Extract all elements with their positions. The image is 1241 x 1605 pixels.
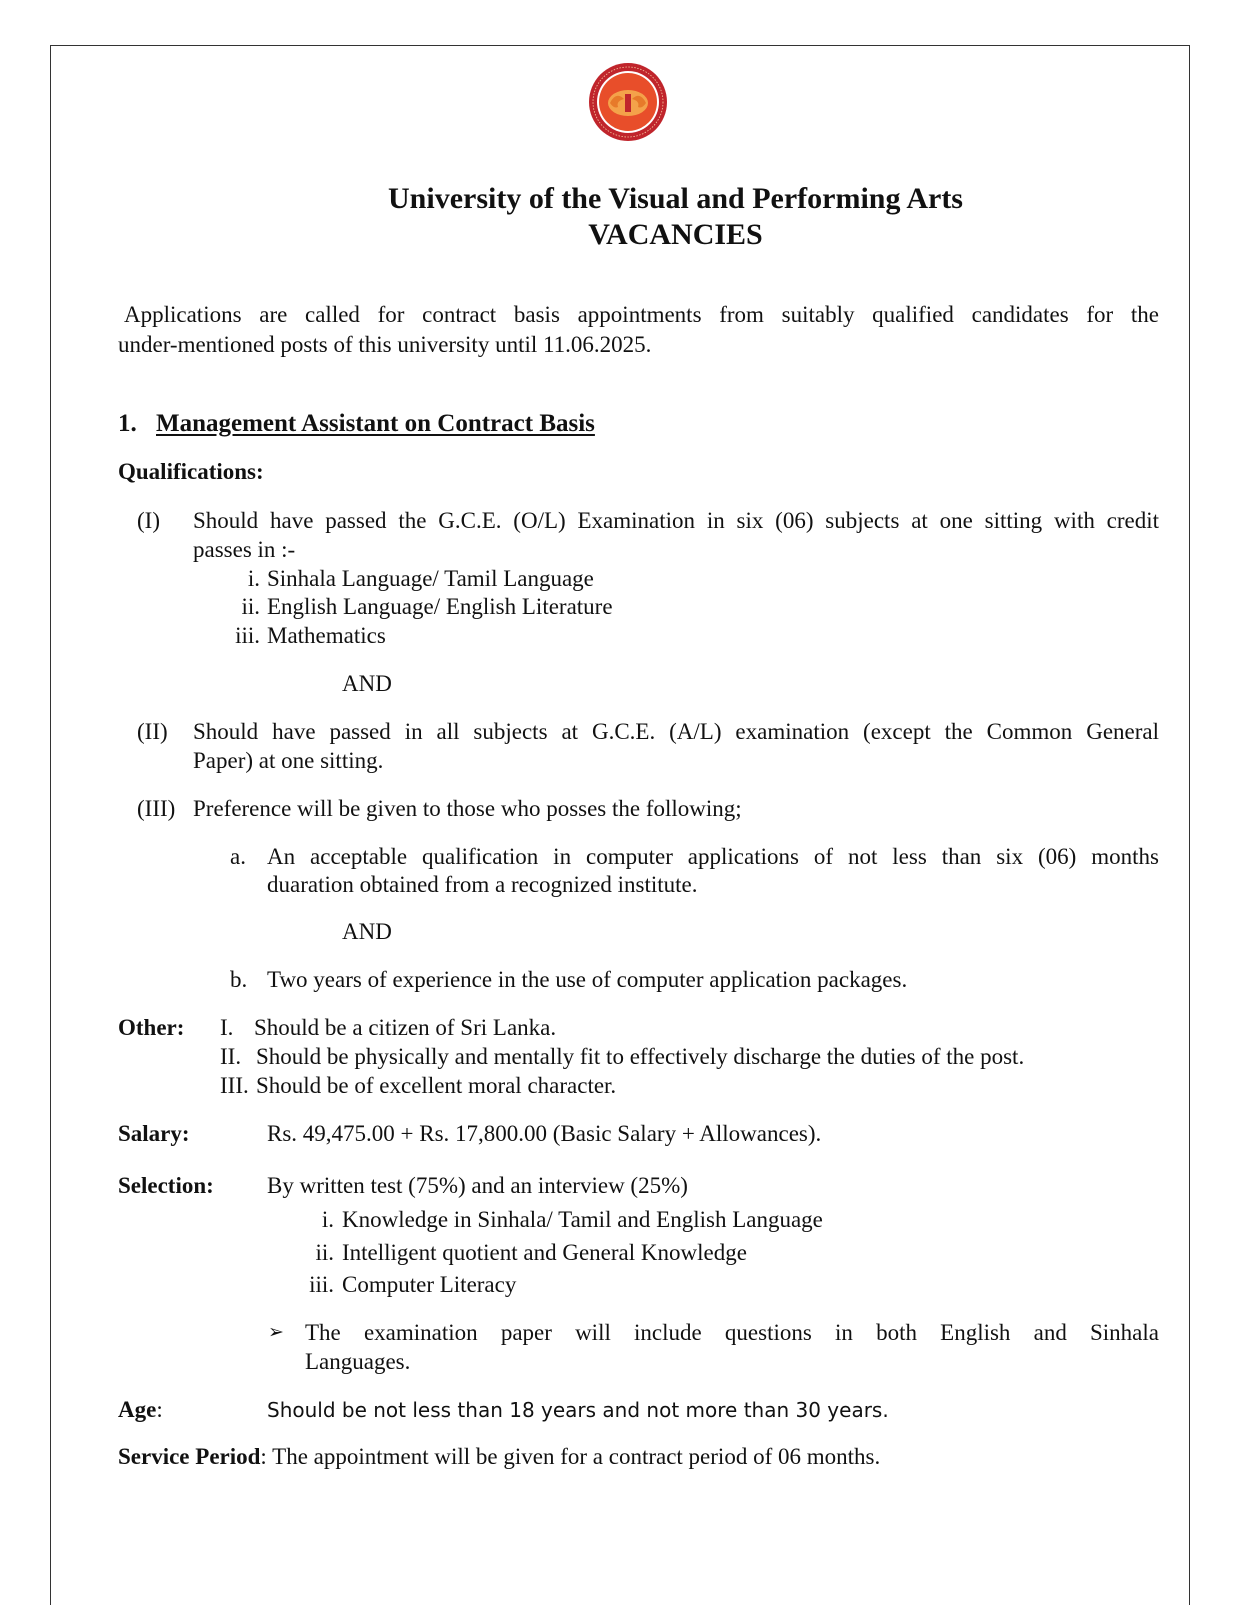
q3b-marker: b.	[230, 967, 248, 992]
other-item: Should be physically and mentally fit to effectively discharge the duties of the post.	[256, 1044, 1025, 1069]
selection-text: By written test (75%) and an interview (25%)	[267, 1173, 688, 1198]
page-title	[0, 181, 1241, 253]
q1-item: Sinhala Language/ Tamil Language	[267, 566, 594, 591]
qualifications-label: Qualifications:	[118, 459, 264, 484]
q3b-text: Two years of experience in the use of computer application packages.	[267, 967, 908, 992]
and-connector: AND	[342, 671, 392, 696]
selection-item-marker: i.	[321, 1207, 334, 1232]
intro-line-2: under-mentioned posts of this university until 11.06.2025.	[118, 332, 652, 357]
university-name: University of the Visual and Performing Arts	[388, 182, 963, 215]
q1-item-marker: i.	[247, 566, 260, 591]
q2-line-1: Should have passed in all subjects at G.C.E. (A/L) examination (except the Common General	[193, 719, 1159, 744]
page-border	[50, 45, 1190, 1605]
selection-item-marker: iii.	[309, 1272, 334, 1297]
selection-item-marker: ii.	[315, 1240, 334, 1265]
q3a-marker: a.	[230, 844, 246, 869]
other-item: Should be of excellent moral character.	[256, 1073, 617, 1098]
q1-line-1: Should have passed the G.C.E. (O/L) Examination in six (06) subjects at one sitting with credit	[193, 508, 1159, 533]
selection-item: Intelligent quotient and General Knowledge	[342, 1240, 747, 1265]
age-text: Should be not less than 18 years and not more than 30 years.	[267, 1398, 889, 1422]
vacancies-heading: VACANCIES	[588, 218, 763, 251]
section-title: Management Assistant on Contract Basis	[156, 410, 595, 437]
q1-item-marker: ii.	[241, 594, 260, 619]
q3a-line-1: An acceptable qualification in computer applications of not less than six (06) months	[267, 844, 1159, 869]
service-period: Service Period: The appointment will be given for a contract period of 06 months.	[118, 1444, 881, 1469]
intro-line-1: Applications are called for contract basis appointments from suitably qualified candidates for the	[124, 302, 1159, 327]
arrow-bullet-icon: ➢	[268, 1321, 284, 1343]
q2-line-2: Paper) at one sitting.	[193, 748, 384, 773]
age-label: Age:	[118, 1397, 163, 1422]
university-logo	[588, 50, 668, 155]
and-connector: AND	[342, 919, 392, 944]
other-label: Other:	[118, 1015, 185, 1040]
selection-label: Selection:	[118, 1173, 214, 1198]
other-item: Should be a citizen of Sri Lanka.	[254, 1015, 557, 1040]
selection-note-line-2: Languages.	[305, 1349, 411, 1374]
q1-line-2: passes in :-	[193, 537, 296, 562]
section-number: 1.	[118, 410, 137, 437]
q3a-line-2: duaration obtained from a recognized institute.	[267, 872, 698, 897]
q1-item-marker: iii.	[235, 623, 260, 648]
other-item-marker: II.	[220, 1044, 242, 1069]
selection-note-line-1: The examination paper will include questions in both English and Sinhala	[305, 1320, 1159, 1345]
selection-item: Computer Literacy	[342, 1272, 517, 1297]
q2-marker: (II)	[137, 719, 168, 744]
selection-item: Knowledge in Sinhala/ Tamil and English Language	[342, 1207, 823, 1232]
q3-text: Preference will be given to those who posses the following;	[193, 796, 742, 821]
q3-marker: (III)	[137, 796, 176, 821]
other-item-marker: I.	[220, 1015, 234, 1040]
q1-marker: (I)	[137, 508, 160, 533]
other-item-marker: III.	[220, 1073, 249, 1098]
q1-item: Mathematics	[267, 623, 386, 648]
q1-item: English Language/ English Literature	[267, 594, 613, 619]
salary-text: Rs. 49,475.00 + Rs. 17,800.00 (Basic Salary + Allowances).	[267, 1121, 822, 1146]
salary-label: Salary:	[118, 1121, 190, 1146]
